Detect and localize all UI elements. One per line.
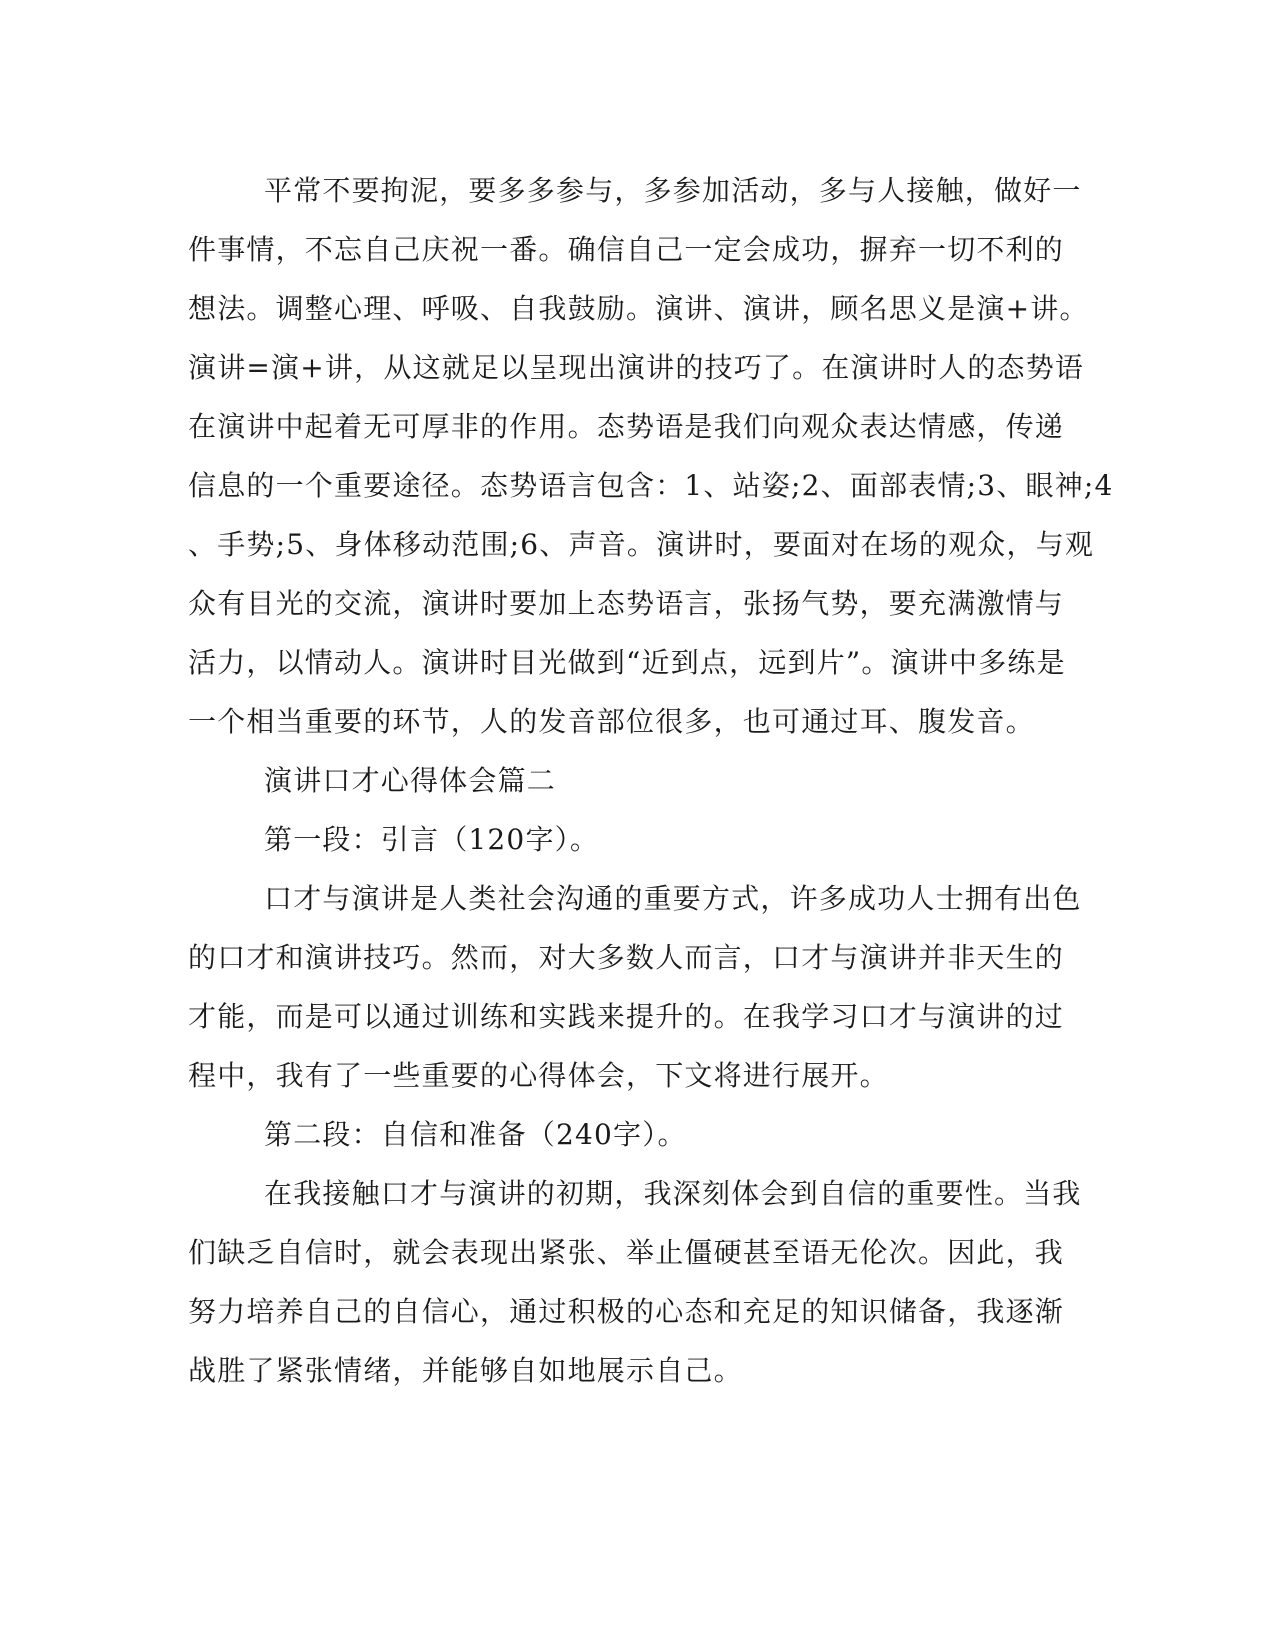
paragraph-line: 众有目光的交流，演讲时要加上态势语言，张扬气势，要充满激情与 [188, 587, 1065, 620]
paragraph-line: 努力培养自己的自信心，通过积极的心态和充足的知识储备，我逐渐 [188, 1295, 1065, 1328]
paragraph-line: 信息的一个重要途径。态势语言包含：1、站姿;2、面部表情;3、眼神;4 [188, 469, 1114, 502]
paragraph-line: 的口才和演讲技巧。然而，对大多数人而言，口才与演讲并非天生的 [188, 941, 1065, 974]
paragraph-line: 一个相当重要的环节，人的发音部位很多，也可通过耳、腹发音。 [188, 705, 1035, 738]
paragraph-line: 平常不要拘泥，要多多参与，多参加活动，多与人接触，做好一 [264, 174, 1082, 207]
paragraph-line: 才能，而是可以通过训练和实践来提升的。在我学习口才与演讲的过 [188, 1000, 1065, 1033]
paragraph-line: 在我接触口才与演讲的初期，我深刻体会到自信的重要性。当我 [264, 1177, 1082, 1210]
section-title: 演讲口才心得体会篇二 [264, 764, 557, 797]
paragraph-line: 想法。调整心理、呼吸、自我鼓励。演讲、演讲，顾名思义是演+讲。 [188, 292, 1089, 325]
paragraph-line: 演讲=演+讲，从这就足以呈现出演讲的技巧了。在演讲时人的态势语 [188, 351, 1085, 384]
section-heading: 第一段：引言（120字）。 [264, 823, 600, 856]
paragraph-line: 战胜了紧张情绪，并能够自如地展示自己。 [188, 1354, 743, 1387]
paragraph-line: 们缺乏自信时，就会表现出紧张、举止僵硬甚至语无伦次。因此，我 [188, 1236, 1065, 1269]
paragraph-line: 、手势;5、身体移动范围;6、声音。演讲时，要面对在场的观众，与观 [188, 528, 1095, 561]
section-heading: 第二段：自信和准备（240字）。 [264, 1118, 687, 1151]
paragraph-line: 程中，我有了一些重要的心得体会，下文将进行展开。 [188, 1059, 889, 1092]
paragraph-line: 口才与演讲是人类社会沟通的重要方式，许多成功人士拥有出色 [264, 882, 1082, 915]
paragraph-line: 件事情，不忘自己庆祝一番。确信自己一定会成功，摒弃一切不利的 [188, 233, 1065, 266]
paragraph-line: 在演讲中起着无可厚非的作用。态势语是我们向观众表达情感，传递 [188, 410, 1065, 443]
paragraph-line: 活力，以情动人。演讲时目光做到“近到点，远到片”。演讲中多练是 [188, 646, 1066, 679]
